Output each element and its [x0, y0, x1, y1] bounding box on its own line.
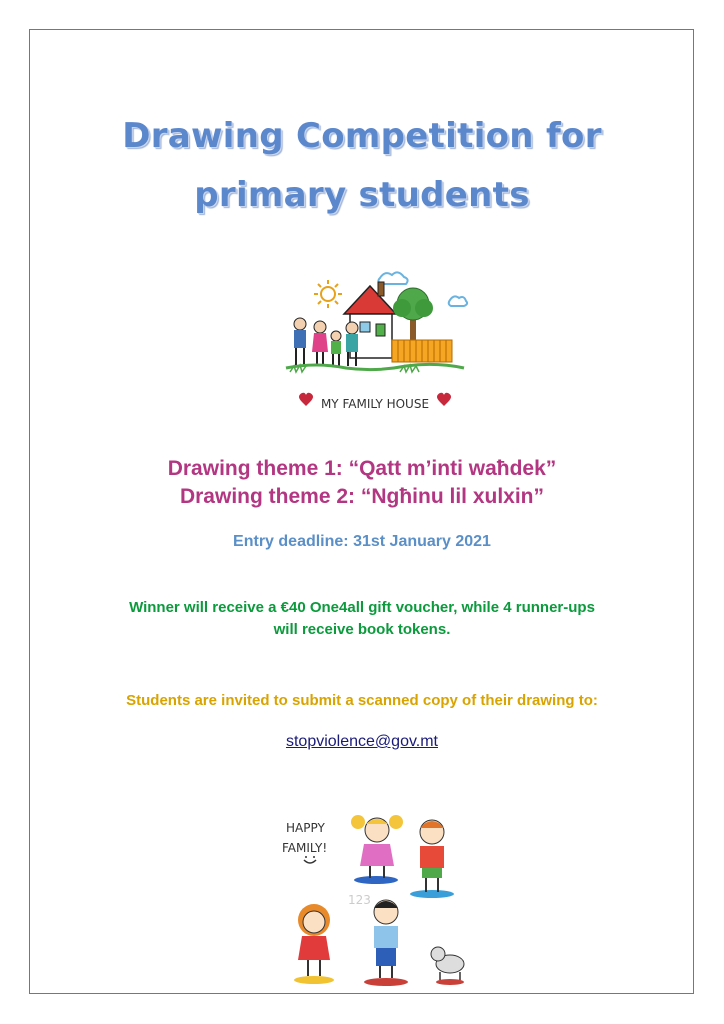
drawing-theme-1: Drawing theme 1: “Qatt m’inti waħdek” — [167, 457, 557, 480]
family-caption-line1: HAPPY — [286, 821, 325, 835]
family-figures-icon — [294, 318, 358, 366]
entry-deadline: Entry deadline: 31st January 2021 — [233, 533, 491, 550]
family-house-illustration — [280, 262, 470, 422]
drawing-theme-2: Drawing theme 2: “Ngħinu lil xulxin” — [179, 485, 545, 508]
girl-figure-icon — [294, 904, 334, 984]
boy-figure-icon — [410, 820, 454, 898]
girl-figure-icon — [351, 815, 403, 884]
tree-icon — [393, 288, 433, 347]
happy-family-illustration — [278, 808, 478, 990]
email-link[interactable]: stopviolence@gov.mt — [285, 733, 438, 750]
boy-figure-icon — [364, 900, 408, 986]
heart-icon — [299, 393, 313, 406]
submission-instructions: Students are invited to submit a scanned copy of their drawing to: — [126, 692, 598, 709]
title-line-2: primary students — [194, 175, 530, 215]
dog-icon — [431, 947, 464, 985]
sun-icon — [314, 280, 342, 308]
email-row — [0, 733, 724, 751]
prize-text: Winner will receive a €40 One4all gift voucher, while 4 runner-ups will receive book tokens. — [129, 599, 595, 638]
heart-icon — [437, 393, 451, 406]
family-caption-line2: FAMILY! — [282, 841, 328, 855]
title-line-1: Drawing Competition for — [122, 116, 602, 156]
fence-icon — [392, 340, 452, 362]
house-caption: MY FAMILY HOUSE — [320, 397, 430, 411]
watermark-text: 123 — [348, 893, 371, 907]
